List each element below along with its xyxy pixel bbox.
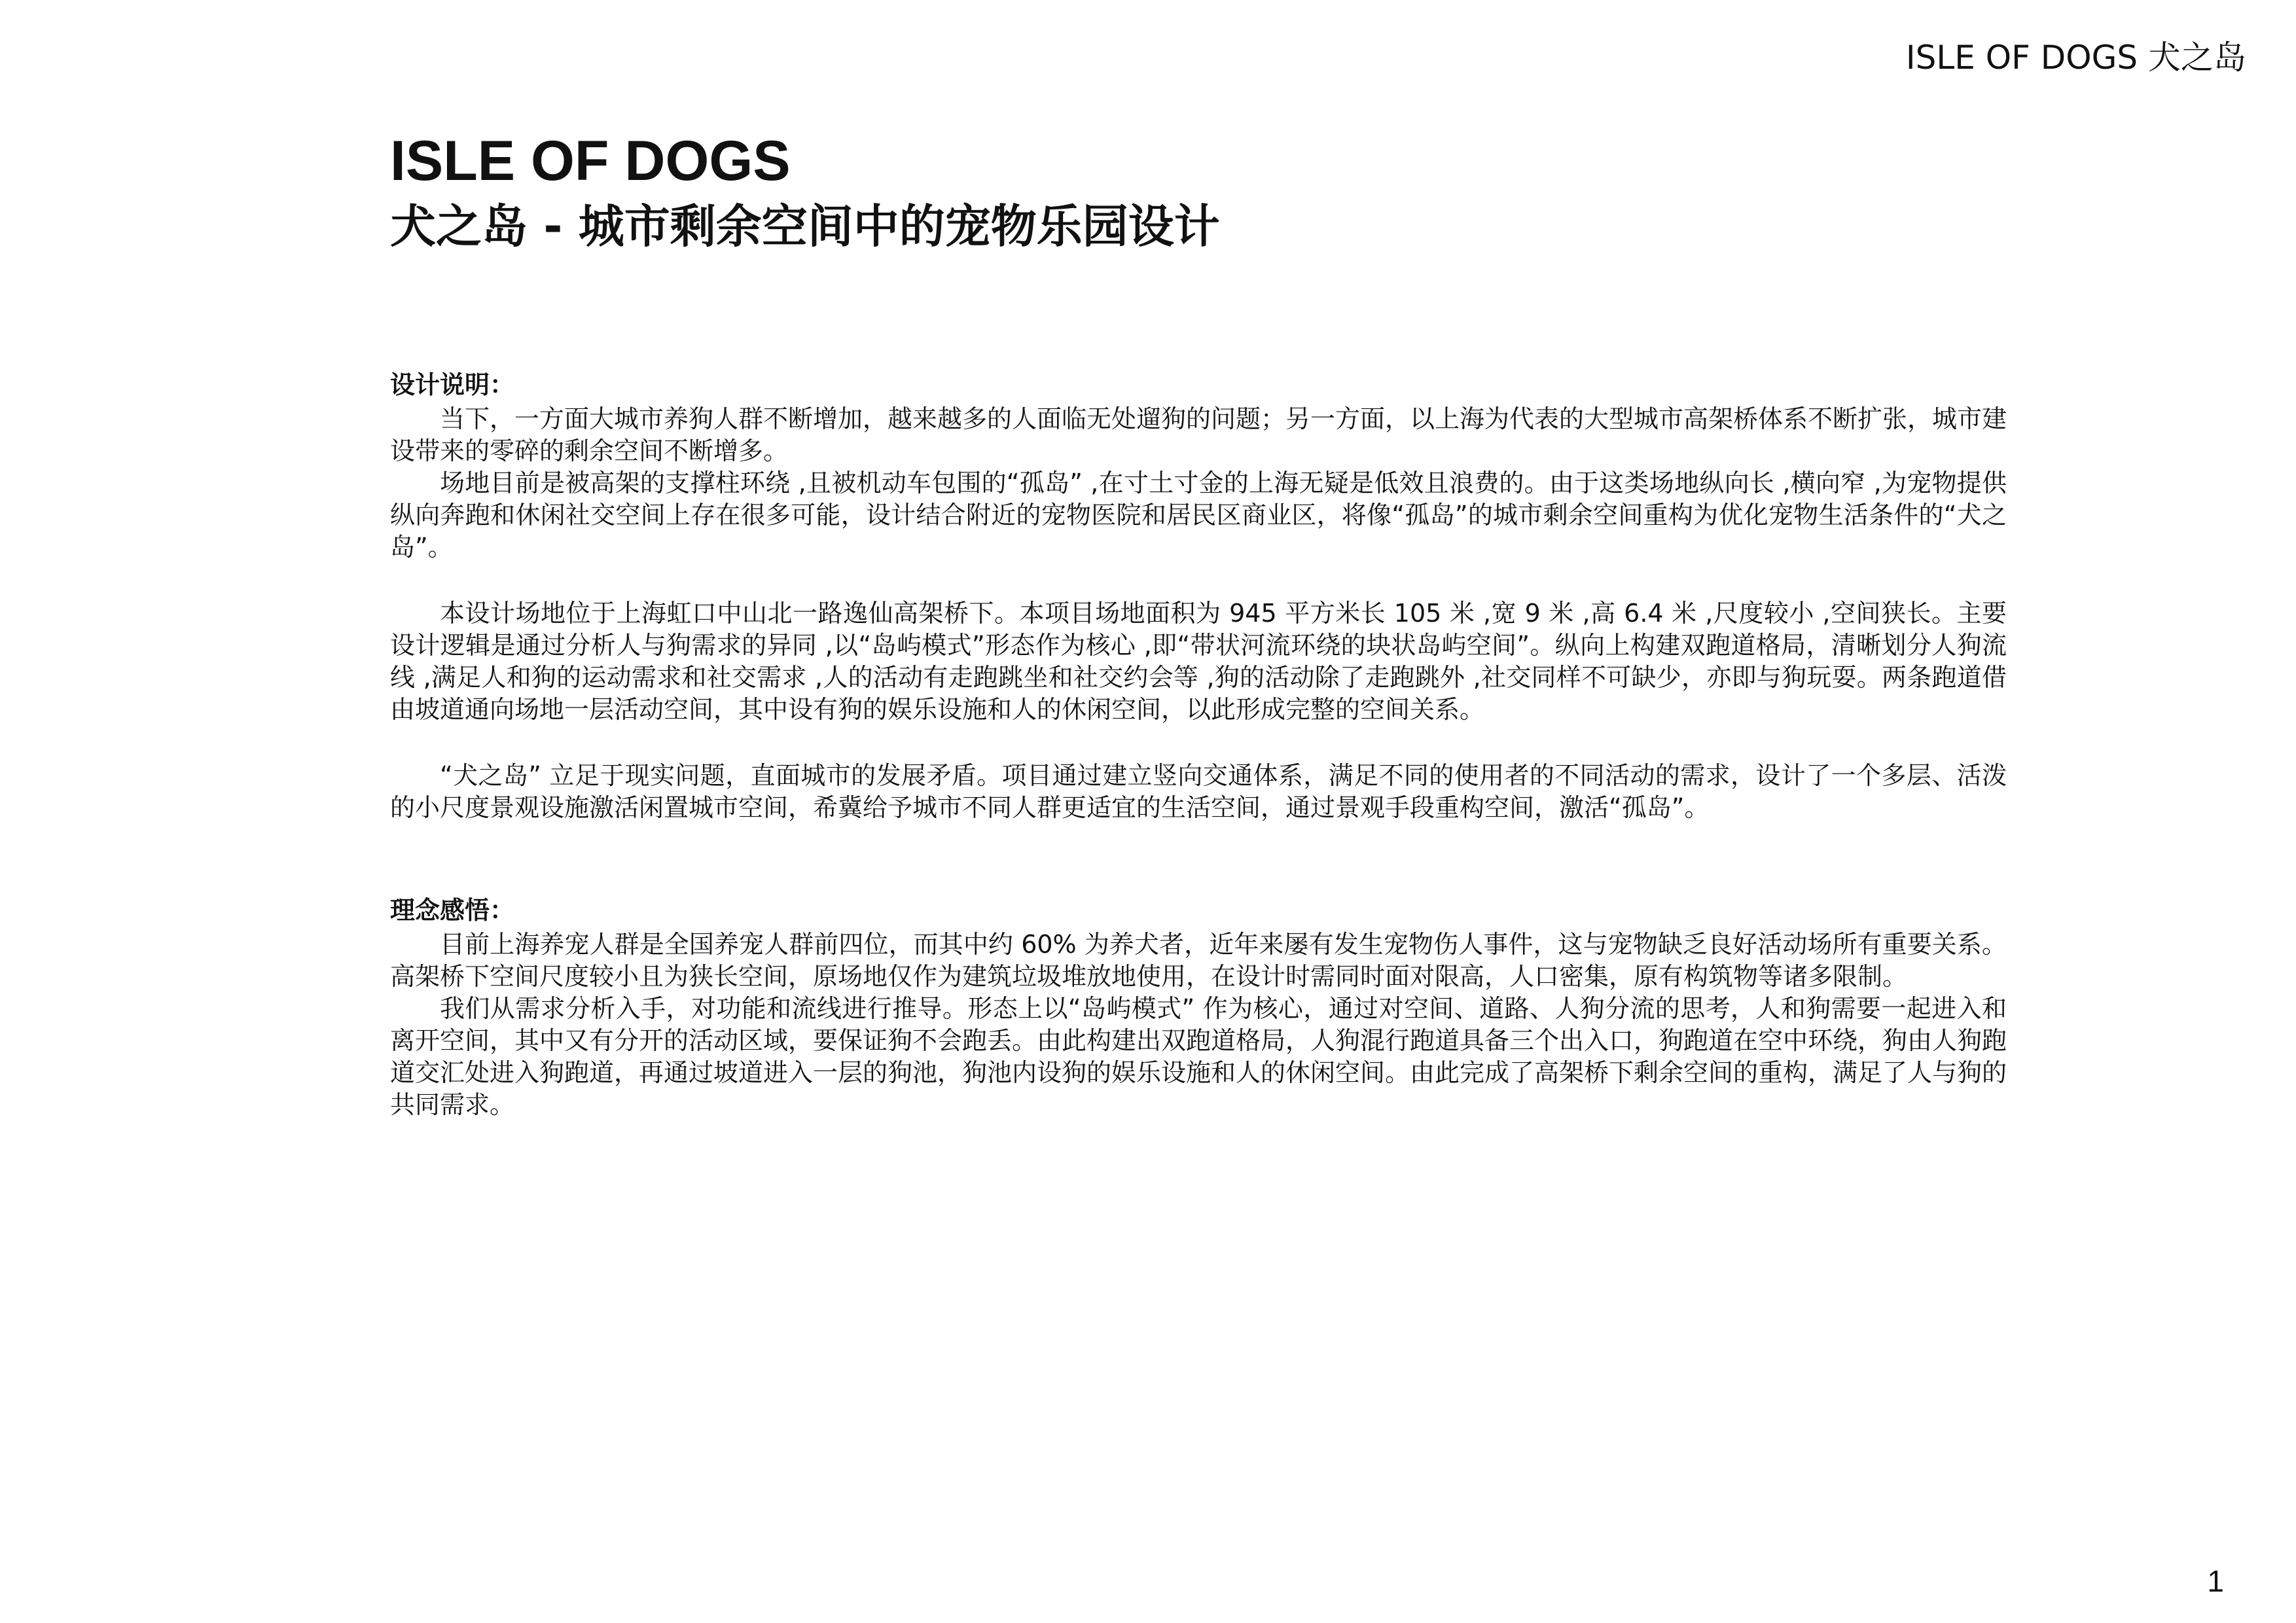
concept-heading: 理念感悟： (390, 896, 515, 925)
page-number: 1 (2207, 1564, 2224, 1598)
design-paragraph: 场地目前是被高架的支撑柱环绕 ,且被机动车包围的“孤岛” ,在寸土寸金的上海无疑是低效且浪费的。由于这类场地纵向长 ,横向窄 ,为宠物提供纵向奔跑和休闲社交空间上存在很多可能，设计结合附近的宠物医院和居民区商业区，将像“孤岛”的城市剩余空间重构为优化宠物生活条件的“犬之岛”。 (390, 469, 2007, 562)
main-content (390, 366, 2007, 1121)
design-description-heading: 设计说明： (390, 370, 515, 399)
concept-paragraph: 我们从需求分析入手，对功能和流线进行推导。形态上以“岛屿模式” 作为核心，通过对空间、道路、人狗分流的思考，人和狗需要一起进入和离开空间，其中又有分开的活动区域，要保证狗不会跑丢。由此构建出双跑道格局，人狗混行跑道具备三个出入口，狗跑道在空中环绕，狗由人狗跑道交汇处进入狗跑道，再通过坡道进入一层的狗池，狗池内设狗的娱乐设施和人的休闲空间。由此完成了高架桥下剩余空间的重构，满足了人与狗的共同需求。 (390, 994, 2007, 1119)
concept-section (390, 892, 2007, 1121)
design-paragraph: “犬之岛” 立足于现实问题，直面城市的发展矛盾。项目通过建立竖向交通体系，满足不同的使用者的不同活动的需求，设计了一个多层、活泼的小尺度景观设施激活闲置城市空间，希冀给予城市不同人群更适宜的生活空间，通过景观手段重构空间，激活“孤岛”。 (390, 761, 2007, 822)
page-subtitle: 犬之岛 - 城市剩余空间中的宠物乐园设计 (390, 200, 1220, 253)
header-tag: ISLE OF DOGS 犬之岛 (1905, 39, 2246, 77)
design-paragraph: 当下，一方面大城市养狗人群不断增加，越来越多的人面临无处遛狗的问题；另一方面，以上海为代表的大型城市高架桥体系不断扩张，城市建设带来的零碎的剩余空间不断增多。 (390, 404, 2007, 465)
design-description-section (390, 366, 2007, 824)
concept-paragraph: 目前上海养宠人群是全国养宠人群前四位，而其中约 60% 为养犬者，近年来屡有发生宠物伤人事件，这与宠物缺乏良好活动场所有重要关系。高架桥下空间尺度较小且为狭长空间，原场地仅作为建筑垃圾堆放地使用，在设计时需同时面对限高，人口密集，原有构筑物等诸多限制。 (390, 930, 2007, 991)
page-title: ISLE OF DOGS (390, 130, 791, 192)
design-paragraph: 本设计场地位于上海虹口中山北一路逸仙高架桥下。本项目场地面积为 945 平方米长 105 米 ,宽 9 米 ,高 6.4 米 ,尺度较小 ,空间狭长。主要设计逻辑是通过分析人与狗需求的异同 ,以“岛屿模式”形态作为核心 ,即“带状河流环绕的块状岛屿空间”。纵向上构建双跑道格局，清晰划分人狗流线 ,满足人和狗的运动需求和社交需求 ,人的活动有走跑跳坐和社交约会等 ,狗的活动除了走跑跳外 ,社交同样不可缺少，亦即与狗玩耍。两条跑道借由坡道通向场地一层活动空间，其中设有狗的娱乐设施和人的休闲空间，以此形成完整的空间关系。 (390, 599, 2007, 724)
title-block (390, 128, 2026, 257)
